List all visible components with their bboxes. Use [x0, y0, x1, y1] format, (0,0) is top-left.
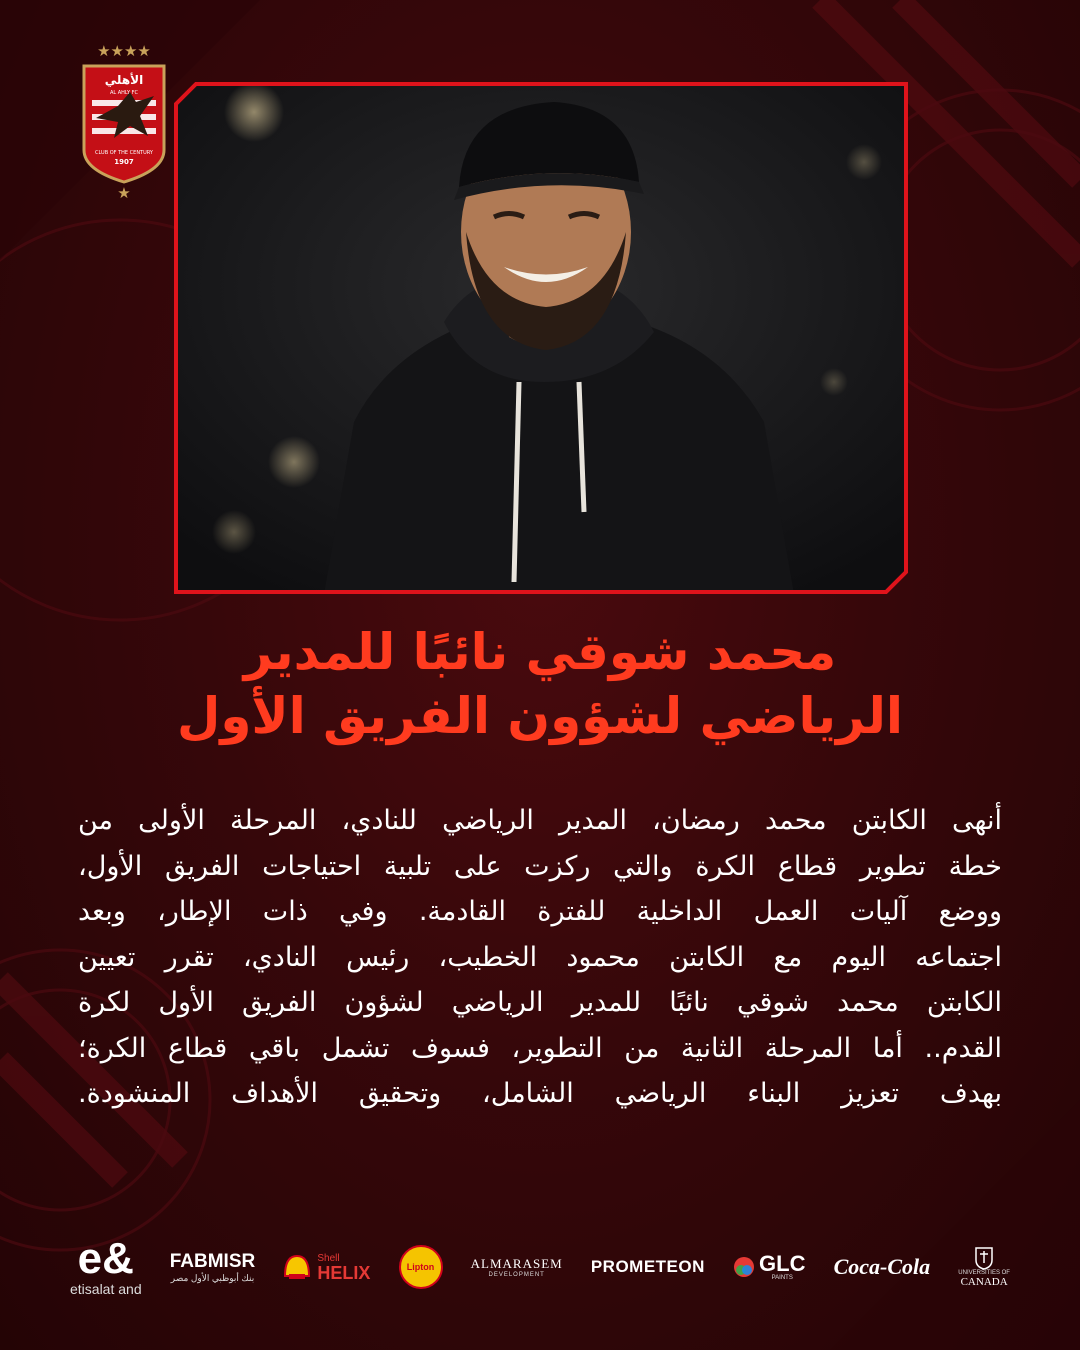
sponsor-almarasem	[471, 1256, 563, 1278]
almarasem-name: ALMARASEM	[470, 1256, 563, 1271]
headline	[100, 620, 980, 748]
headline-line-1: محمد شوقي نائبًا للمدير	[243, 623, 837, 681]
glc-paint-icon	[733, 1256, 755, 1278]
lipton-name: Lipton	[406, 1262, 435, 1272]
sponsor-prometeon	[591, 1257, 705, 1277]
canada-line-2: CANADA	[960, 1276, 1008, 1288]
sponsor-fabmisr	[170, 1251, 256, 1284]
shell-pecten-icon	[283, 1254, 311, 1280]
shell-top: Shell	[317, 1252, 340, 1264]
sponsor-glc	[733, 1253, 805, 1281]
body-line-7: بهدف تعزيز البناء الرياضي الشامل، وتحقيق الأهداف المنشودة.	[78, 1078, 1002, 1109]
cocacola-name: Coca-Cola	[833, 1254, 931, 1279]
prometeon-name: PROMETEON	[590, 1257, 705, 1276]
crest-year: 1907	[114, 158, 134, 166]
sponsor-etisalat	[70, 1234, 142, 1297]
etisalat-logo: e&	[77, 1234, 134, 1283]
crest-motto: CLUB OF THE CENTURY	[95, 150, 153, 156]
etisalat-caption: etisalat and	[70, 1281, 142, 1297]
fabmisr-name: FABMISR	[169, 1250, 256, 1272]
sponsors-bar	[70, 1222, 1010, 1312]
sponsor-lipton	[399, 1245, 443, 1289]
club-crest	[78, 40, 170, 205]
glc-name: GLC	[759, 1251, 806, 1276]
photo-frame	[174, 82, 908, 594]
glc-caption: PAINTS	[771, 1275, 793, 1281]
body-line-2: خطة تطوير قطاع الكرة والتي ركزت على تلبية احتياجات الفريق الأول،	[78, 850, 1002, 882]
article-body	[78, 798, 1002, 1117]
university-crest-icon	[974, 1246, 994, 1270]
sponsor-shell-helix	[283, 1253, 370, 1282]
crest-name-en: AL AHLY FC	[109, 90, 139, 96]
crest-name-ar: الأهلي	[104, 73, 144, 87]
body-line-6: القدم.. أما المرحلة الثانية من التطوير، فسوف تشمل باقي قطاع الكرة؛	[78, 1032, 1002, 1064]
body-line-5: الكابتن محمد شوقي نائبًا للمدير الرياضي لشؤون الفريق الأول لكرة	[78, 987, 1002, 1018]
body-line-1: أنهى الكابتن محمد رمضان، المدير الرياضي للنادي، المرحلة الأولى من	[78, 805, 1002, 836]
sponsor-universities-canada	[958, 1246, 1010, 1288]
body-line-3: ووضع آليات العمل الداخلية للفترة القادمة. وفي ذات الإطار، وبعد	[78, 896, 1002, 927]
fabmisr-caption: بنك أبوظبي الأول مصر	[170, 1272, 255, 1283]
almarasem-caption: DEVELOPMENT	[488, 1272, 545, 1278]
crest-bottom-star: ★	[117, 184, 131, 202]
headline-line-2: الرياضي لشؤون الفريق الأول	[176, 687, 904, 745]
canada-line-1: UNIVERSITIES OF	[958, 1270, 1010, 1276]
sponsor-cocacola	[834, 1254, 931, 1280]
shell-helix-name: HELIX	[317, 1262, 371, 1283]
crest-top-stars: ★★★★	[97, 42, 151, 60]
body-line-4: اجتماعه اليوم مع الكابتن محمود الخطيب، رئيس النادي، تقرر تعيين	[78, 941, 1002, 973]
